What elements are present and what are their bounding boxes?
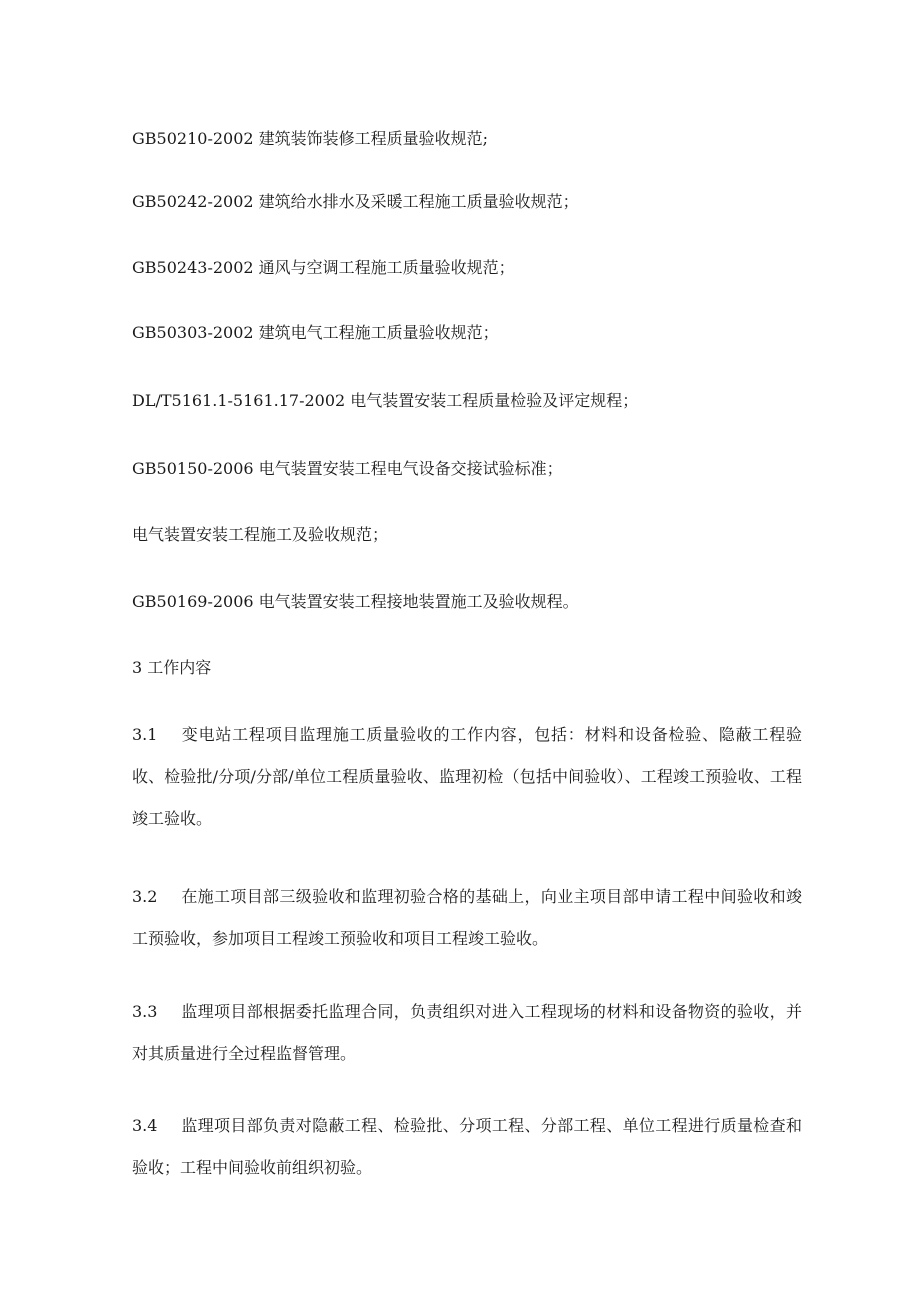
section-item-3-2 (132, 876, 802, 960)
item-text: 在施工项目部三级验收和监理初验合格的基础上，向业主项目部申请工程中间验收和竣工预验收，参加项目工程竣工预验收和项目工程竣工验收。 (132, 887, 802, 948)
item-text: 监理项目部负责对隐蔽工程、检验批、分项工程、分部工程、单位工程进行质量检查和验收；工程中间验收前组织初验。 (132, 1116, 802, 1177)
item-text: 变电站工程项目监理施工质量验收的工作内容，包括：材料和设备检验、隐蔽工程验收、检验批/分项/分部/单位工程质量验收、监理初检（包括中间验收）、工程竣工预验收、工程竣工验收。 (132, 725, 802, 828)
standard-item: GB50169-2006 电气装置安装工程接地装置施工及验收规程。 (132, 592, 579, 611)
standard-item: GB50242-2002 建筑给水排水及采暖工程施工质量验收规范； (132, 192, 579, 211)
item-number: 3.2 (132, 887, 158, 906)
item-number: 3.1 (132, 725, 158, 744)
standard-item: DL/T5161.1-5161.17-2002 电气装置安装工程质量检验及评定规程； (132, 391, 639, 410)
standard-item: GB50150-2006 电气装置安装工程电气设备交接试验标准； (132, 459, 563, 478)
section-item-3-4 (132, 1105, 802, 1189)
item-number: 3.3 (132, 1002, 158, 1021)
standard-item: GB50303-2002 建筑电气工程施工质量验收规范； (132, 323, 499, 342)
standard-item: GB50243-2002 通风与空调工程施工质量验收规范； (132, 258, 515, 277)
item-text: 监理项目部根据委托监理合同，负责组织对进入工程现场的材料和设备物资的验收，并对其质量进行全过程监督管理。 (132, 1002, 802, 1063)
section-heading: 3 工作内容 (132, 658, 212, 677)
section-item-3-3 (132, 991, 802, 1075)
item-number: 3.4 (132, 1116, 158, 1135)
section-item-3-1 (132, 714, 802, 840)
standard-item: GB50210-2002 建筑装饰装修工程质量验收规范; (132, 129, 489, 148)
standard-item: 电气装置安装工程施工及验收规范； (132, 525, 389, 544)
